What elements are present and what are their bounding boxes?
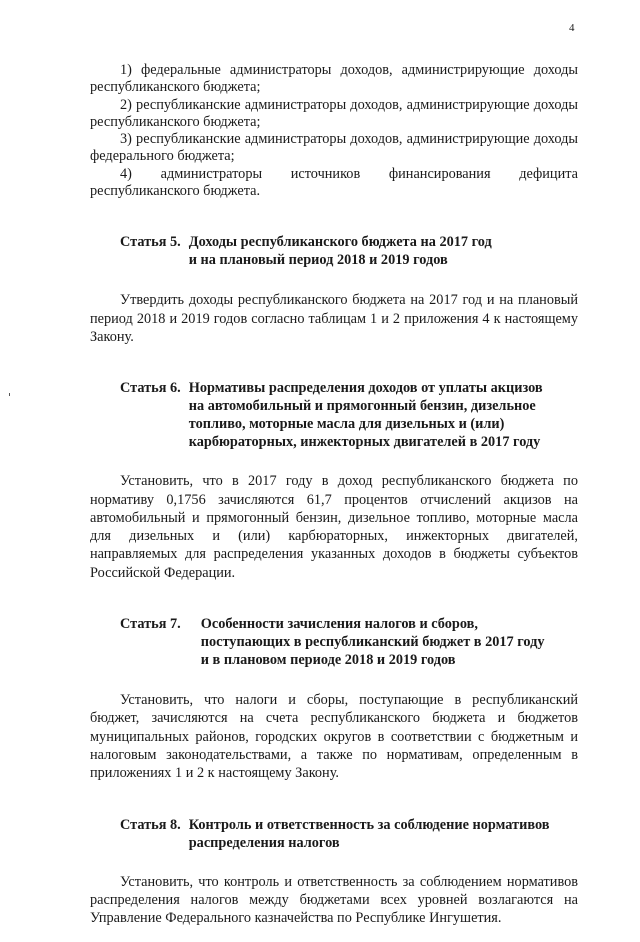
article-text: Установить, что контроль и ответственность за соблюдением нормативов распределения налогов между бюджетами всех уровней возлагаются на Управление Федерального казначейства по Республике Ингушетия. bbox=[90, 873, 578, 927]
list-item: 3) республиканские администраторы доходов, администрирующие доходы федерального бюджета; bbox=[90, 131, 578, 165]
article-label: Статья 7. bbox=[120, 616, 181, 633]
article-7 bbox=[90, 615, 578, 782]
document-body bbox=[90, 62, 578, 942]
article-5 bbox=[90, 233, 578, 346]
article-title-line: и на плановый период 2018 и 2019 годов bbox=[188, 252, 448, 269]
article-heading bbox=[90, 379, 578, 451]
article-6 bbox=[90, 379, 578, 582]
article-title-line: топливо, моторные масла для дизельных и (или) bbox=[188, 416, 505, 433]
article-8 bbox=[90, 816, 578, 928]
list-item: 1) федеральные администраторы доходов, администрирующие доходы республиканского бюджета; bbox=[90, 62, 578, 96]
article-title-line: поступающих в республиканский бюджет в 2017 году bbox=[200, 634, 545, 651]
article-text: Утвердить доходы республиканского бюджета на 2017 год и на плановый период 2018 и 2019 годов согласно таблицам 1 и 2 приложения 4 к настоящему Закону. bbox=[90, 292, 578, 345]
article-title-line: Контроль и ответственность за соблюдение нормативов bbox=[188, 816, 550, 833]
page-number: 4 bbox=[569, 22, 575, 34]
article-title-line: карбюраторных, инжекторных двигателей в 2017 году bbox=[188, 434, 541, 451]
article-title-line: и в плановом периоде 2018 и 2019 годов bbox=[200, 652, 456, 669]
article-title-line: на автомобильный и прямогонный бензин, дизельное bbox=[188, 398, 536, 415]
article-title-line: распределения налогов bbox=[188, 834, 340, 851]
article-label: Статья 5. bbox=[120, 234, 181, 251]
article-title-line: Доходы республиканского бюджета на 2017 год bbox=[188, 234, 492, 251]
article-title bbox=[189, 816, 578, 852]
article-text: Установить, что налоги и сборы, поступающие в республиканский бюджет, зачисляются на счета республиканского бюджета и бюджетов муниципальных районов, городских округов в соответствии с бюджетным и налоговым законодательствами, а также по нормативам, определенным в приложениях 1 и 2 к настоящему Закону. bbox=[90, 692, 578, 782]
scan-artifact bbox=[9, 393, 10, 396]
article-title-line: Особенности зачисления налогов и сборов, bbox=[200, 616, 478, 633]
article-title bbox=[201, 615, 578, 669]
article-title bbox=[189, 233, 578, 269]
list-item: 2) республиканские администраторы доходов, администрирующие доходы республиканского бюджета; bbox=[90, 96, 578, 130]
article-heading bbox=[90, 615, 578, 669]
article-text: Установить, что в 2017 году в доход республиканского бюджета по нормативу 0,1756 зачисляются 61,7 процентов отчислений акцизов на автомобильный и прямогонный бензин, дизельное топливо, моторные масла для дизельных и (или) карбюраторных, инжекторных двигателей, направляемых для распределения указанных доходов в бюджеты субъектов Российской Федерации. bbox=[90, 473, 578, 581]
article-label: Статья 6. bbox=[120, 380, 181, 397]
list-item: 4) администраторы источников финансирования дефицита республиканского бюджета. bbox=[90, 165, 578, 200]
article-heading bbox=[90, 233, 578, 269]
article-title bbox=[189, 379, 578, 451]
article-label: Статья 8. bbox=[120, 816, 181, 833]
article-title-line: Нормативы распределения доходов от уплаты акцизов bbox=[188, 380, 543, 397]
article-heading bbox=[90, 816, 578, 852]
administrators-list bbox=[90, 62, 578, 200]
